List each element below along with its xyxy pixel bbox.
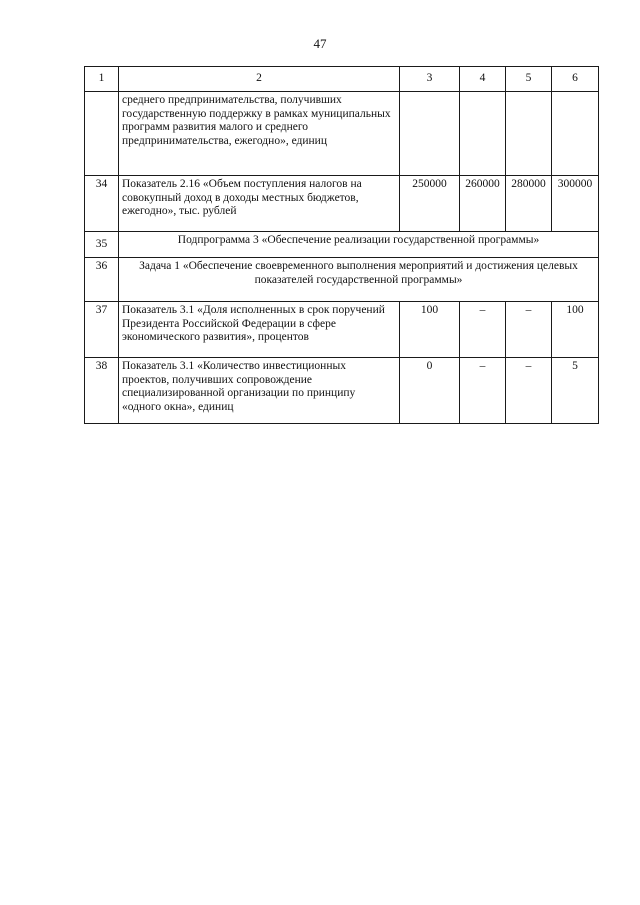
row-number: 35 (85, 232, 119, 258)
value-col-6: 300000 (552, 176, 599, 232)
header-cell-4: 4 (460, 67, 506, 92)
value-col-3: 250000 (400, 176, 460, 232)
table-header-row (85, 67, 599, 92)
value-col-3: 100 (400, 302, 460, 358)
indicator-text: Показатель 3.1 «Доля исполненных в срок поручений Президента Российской Федерации в сфере экономического развития», процентов (122, 304, 385, 343)
value-col-6 (552, 92, 599, 176)
table-row (85, 232, 599, 258)
task-heading: Задача 1 «Обеспечение своевременного выполнения мероприятий и достижения целевых показателей государственной программы» (119, 258, 599, 302)
table-row (85, 358, 599, 424)
row-number: 34 (85, 176, 119, 232)
value-col-5: 280000 (506, 176, 552, 232)
header-cell-3: 3 (400, 67, 460, 92)
indicator-description (119, 176, 400, 232)
value-col-4: – (460, 302, 506, 358)
indicator-text: Показатель 3.1 «Количество инвестиционных проектов, получивших сопровождение специализированной организации по принципу «одного окна», единиц (122, 360, 356, 413)
value-col-5: – (506, 358, 552, 424)
value-col-4: 260000 (460, 176, 506, 232)
value-col-5 (506, 92, 552, 176)
table-row (85, 302, 599, 358)
header-cell-6: 6 (552, 67, 599, 92)
value-col-3 (400, 92, 460, 176)
indicator-text: Показатель 2.16 «Объем поступления налогов на совокупный доход в доходы местных бюджетов, ежегодно», тыс. рублей (122, 178, 362, 217)
table-row (85, 176, 599, 232)
indicator-text: среднего предпринимательства, получивших государственную поддержку в рамках муниципальных программ развития малого и среднего предпринимательства, ежегодно», единиц (122, 94, 391, 147)
row-number: 38 (85, 358, 119, 424)
indicator-description (119, 358, 400, 424)
header-cell-2: 2 (119, 67, 400, 92)
header-cell-5: 5 (506, 67, 552, 92)
table-row (85, 92, 599, 176)
value-col-5: – (506, 302, 552, 358)
row-number: 37 (85, 302, 119, 358)
indicators-table (84, 66, 599, 424)
indicator-description (119, 302, 400, 358)
value-col-3: 0 (400, 358, 460, 424)
subprogram-heading: Подпрограмма 3 «Обеспечение реализации государственной программы» (119, 232, 599, 258)
table-row (85, 258, 599, 302)
header-cell-1: 1 (85, 67, 119, 92)
value-col-4 (460, 92, 506, 176)
page-number: 47 (313, 36, 327, 51)
indicator-description (119, 92, 400, 176)
value-col-6: 5 (552, 358, 599, 424)
value-col-4: – (460, 358, 506, 424)
row-number (85, 92, 119, 176)
value-col-6: 100 (552, 302, 599, 358)
row-number: 36 (85, 258, 119, 302)
